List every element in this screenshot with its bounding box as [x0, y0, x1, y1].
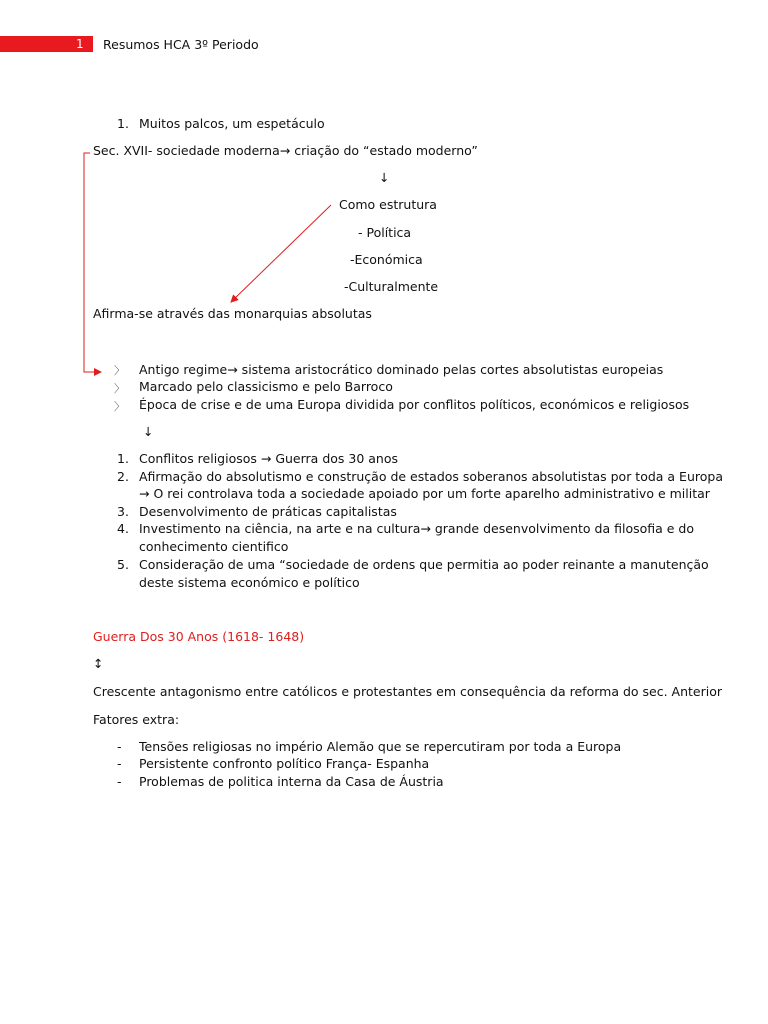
diagonal-arrow: [231, 205, 331, 302]
heading-number: 1.: [117, 116, 129, 131]
arrow-down-icon: ↓: [143, 424, 154, 439]
page-number: 1: [76, 37, 84, 51]
structure-item: -Culturalmente: [344, 279, 439, 294]
list-item-continuation: deste sistema económico e político: [139, 575, 360, 590]
intro-line: Sec. XVII- sociedade moderna→ criação do “estado moderno”: [93, 143, 478, 158]
bullet-text: Marcado pelo classicismo e pelo Barroco: [139, 379, 393, 394]
list-number: 5.: [117, 557, 129, 572]
bullet-icon: 〉: [114, 364, 125, 377]
heading-text: Muitos palcos, um espetáculo: [139, 116, 325, 131]
section-title: Guerra Dos 30 Anos (1618- 1648): [93, 629, 305, 644]
dash-bullet: -: [117, 774, 122, 789]
header-title: Resumos HCA 3º Periodo: [103, 37, 259, 52]
structure-item: - Política: [358, 225, 412, 240]
list-number: 2.: [117, 469, 129, 484]
arrow-down-icon: ↓: [379, 170, 390, 185]
list-item: Afirmação do absolutismo e construção de estados soberanos absolutistas por toda a Europa: [139, 469, 723, 484]
bullet-text: Antigo regime→ sistema aristocrático dominado pelas cortes absolutistas europeias: [139, 362, 664, 377]
list-item: Desenvolvimento de práticas capitalistas: [139, 504, 397, 519]
affirm-line: Afirma-se através das monarquias absolutas: [93, 306, 372, 321]
section-paragraph: Crescente antagonismo entre católicos e protestantes em consequência da reforma do sec. Anterior: [93, 684, 723, 699]
structure-label: Como estrutura: [339, 197, 437, 212]
structure-item: -Económica: [350, 252, 423, 267]
dash-bullet: -: [117, 739, 122, 754]
fator-item: Persistente confronto político França- Espanha: [139, 756, 430, 771]
list-item-continuation: → O rei controlava toda a sociedade apoiado por um forte aparelho administrativo e militar: [139, 486, 710, 501]
list-number: 1.: [117, 451, 129, 466]
list-number: 3.: [117, 504, 129, 519]
list-item: Consideração de uma “sociedade de ordens que permitia ao poder reinante a manutenção: [139, 557, 709, 572]
bracket-arrow: [84, 153, 101, 372]
fatores-label: Fatores extra:: [93, 712, 180, 727]
bullet-text: Época de crise e de uma Europa dividida por conflitos políticos, económicos e religiosos: [139, 397, 690, 412]
bullet-icon: 〉: [114, 382, 125, 395]
bullet-icon: 〉: [114, 400, 125, 413]
list-item: Investimento na ciência, na arte e na cultura→ grande desenvolvimento da filosofia e do: [139, 521, 695, 536]
up-down-arrow-icon: ↕: [93, 656, 104, 671]
dash-bullet: -: [117, 756, 122, 771]
list-item: Conflitos religiosos → Guerra dos 30 anos: [139, 451, 399, 466]
fator-item: Tensões religiosas no império Alemão que se repercutiram por toda a Europa: [139, 739, 622, 754]
list-number: 4.: [117, 521, 129, 536]
list-item-continuation: conhecimento cientifico: [139, 539, 289, 554]
fator-item: Problemas de politica interna da Casa de Áustria: [139, 774, 444, 789]
